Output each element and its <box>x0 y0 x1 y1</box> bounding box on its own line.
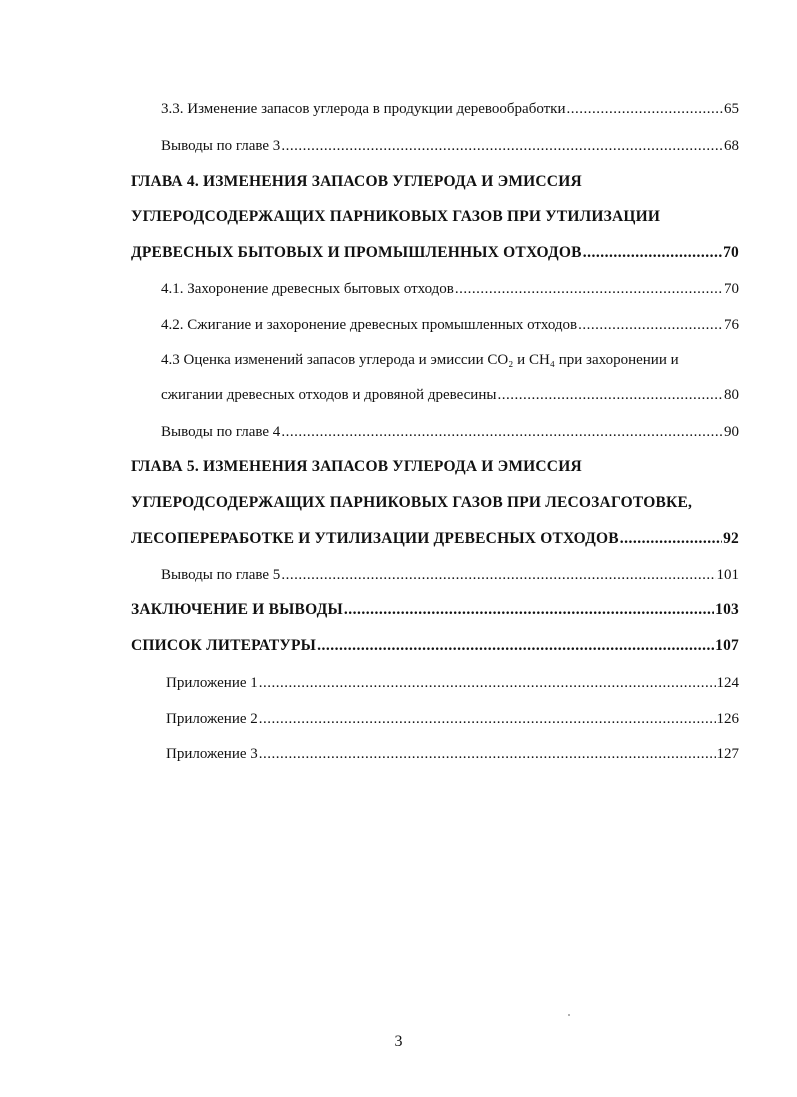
toc-entry-appendix-2[interactable] <box>166 709 739 729</box>
toc-leader-dots <box>497 385 723 405</box>
toc-leader-dots <box>317 636 714 656</box>
toc-entry-label: ГЛАВА 5. ИЗМЕНЕНИЯ ЗАПАСОВ УГЛЕРОДА И ЭМИССИЯ <box>131 458 582 475</box>
toc-entry-page: 68 <box>724 138 739 154</box>
toc-entry-label: 4.2. Сжигание и захоронение древесных промышленных отходов <box>161 317 578 333</box>
toc-leader-dots <box>259 744 716 764</box>
toc-leader-dots <box>281 422 723 442</box>
toc-entry-page: 70 <box>723 244 739 261</box>
toc-entry-label: сжигании древесных отходов и дровяной древесины <box>161 387 497 403</box>
toc-entry-label: ЗАКЛЮЧЕНИЕ И ВЫВОДЫ <box>131 601 343 618</box>
toc-leader-dots <box>344 600 714 620</box>
toc-entry-page: 127 <box>716 746 739 762</box>
toc-leader-dots <box>281 565 715 585</box>
toc-entry-page: 65 <box>724 101 739 117</box>
toc-entry-label: 4.1. Захоронение древесных бытовых отходов <box>161 281 454 297</box>
toc-entry-chapter5-conclusions[interactable] <box>161 565 739 585</box>
toc-entry-label: Приложение 2 <box>166 711 258 727</box>
toc-entry-label: УГЛЕРОДСОДЕРЖАЩИХ ПАРНИКОВЫХ ГАЗОВ ПРИ ЛЕСОЗАГОТОВКЕ, <box>131 494 693 511</box>
toc-entry-label: ДРЕВЕСНЫХ БЫТОВЫХ И ПРОМЫШЛЕННЫХ ОТХОДОВ <box>131 244 582 261</box>
toc-chapter4-heading-line1[interactable] <box>131 172 582 192</box>
toc-chapter4-heading-line3[interactable] <box>131 243 739 263</box>
toc-entry-page: 90 <box>724 424 739 440</box>
toc-entry-label: Приложение 3 <box>166 746 258 762</box>
toc-chapter4-heading-line2[interactable] <box>131 207 660 227</box>
toc-entry-page: 103 <box>715 601 739 618</box>
toc-leader-dots <box>583 243 722 263</box>
toc-entry-4-3-line2[interactable] <box>161 385 739 405</box>
toc-entry-page: 101 <box>716 567 739 583</box>
toc-entry-3-3[interactable] <box>161 99 739 119</box>
toc-entry-label: Выводы по главе 3 <box>161 138 281 154</box>
toc-entry-page: 76 <box>724 317 739 333</box>
toc-leader-dots <box>567 99 724 119</box>
toc-entry-4-3-line1[interactable] <box>161 350 679 370</box>
toc-leader-dots <box>259 673 716 693</box>
toc-entry-page: 124 <box>716 675 739 691</box>
toc-entry-chapter3-conclusions[interactable] <box>161 136 739 156</box>
toc-entry-label: 3.3. Изменение запасов углерода в продукции деревообработки <box>161 101 566 117</box>
toc-entry-label: ГЛАВА 4. ИЗМЕНЕНИЯ ЗАПАСОВ УГЛЕРОДА И ЭМИССИЯ <box>131 173 582 190</box>
toc-entry-page: 92 <box>723 530 739 547</box>
toc-leader-dots <box>259 709 716 729</box>
scan-speck <box>568 1014 570 1016</box>
toc-entry-conclusion[interactable] <box>131 600 739 620</box>
toc-entry-label: Приложение 1 <box>166 675 258 691</box>
toc-entry-label: Выводы по главе 5 <box>161 567 281 583</box>
toc-entry-page: 80 <box>724 387 739 403</box>
toc-entry-4-1[interactable] <box>161 279 739 299</box>
toc-entry-label: СПИСОК ЛИТЕРАТУРЫ <box>131 637 317 654</box>
toc-chapter5-heading-line1[interactable] <box>131 457 582 477</box>
toc-entry-label: ЛЕСОПЕРЕРАБОТКЕ И УТИЛИЗАЦИИ ДРЕВЕСНЫХ ОТХОДОВ <box>131 530 619 547</box>
toc-entry-label: УГЛЕРОДСОДЕРЖАЩИХ ПАРНИКОВЫХ ГАЗОВ ПРИ УТИЛИЗАЦИИ <box>131 208 661 225</box>
toc-entry-4-2[interactable] <box>161 315 739 335</box>
toc-leader-dots <box>455 279 723 299</box>
toc-entry-page: 70 <box>724 281 739 297</box>
toc-entry-appendix-1[interactable] <box>166 673 739 693</box>
toc-entry-references[interactable] <box>131 636 739 656</box>
toc-leader-dots <box>281 136 723 156</box>
toc-entry-chapter4-conclusions[interactable] <box>161 422 739 442</box>
toc-chapter5-heading-line3[interactable] <box>131 529 739 549</box>
page-number: 3 <box>394 1033 403 1050</box>
toc-leader-dots <box>620 529 722 549</box>
toc-chapter5-heading-line2[interactable] <box>131 493 692 513</box>
toc-entry-appendix-3[interactable] <box>166 744 739 764</box>
toc-entry-page: 126 <box>716 711 739 727</box>
toc-entry-label: Выводы по главе 4 <box>161 424 281 440</box>
toc-entry-label: 4.3 Оценка изменений запасов углерода и эмиссии CO₂ и CH₄ при захоронении и <box>161 352 679 368</box>
toc-entry-page: 107 <box>715 637 739 654</box>
toc-leader-dots <box>578 315 723 335</box>
